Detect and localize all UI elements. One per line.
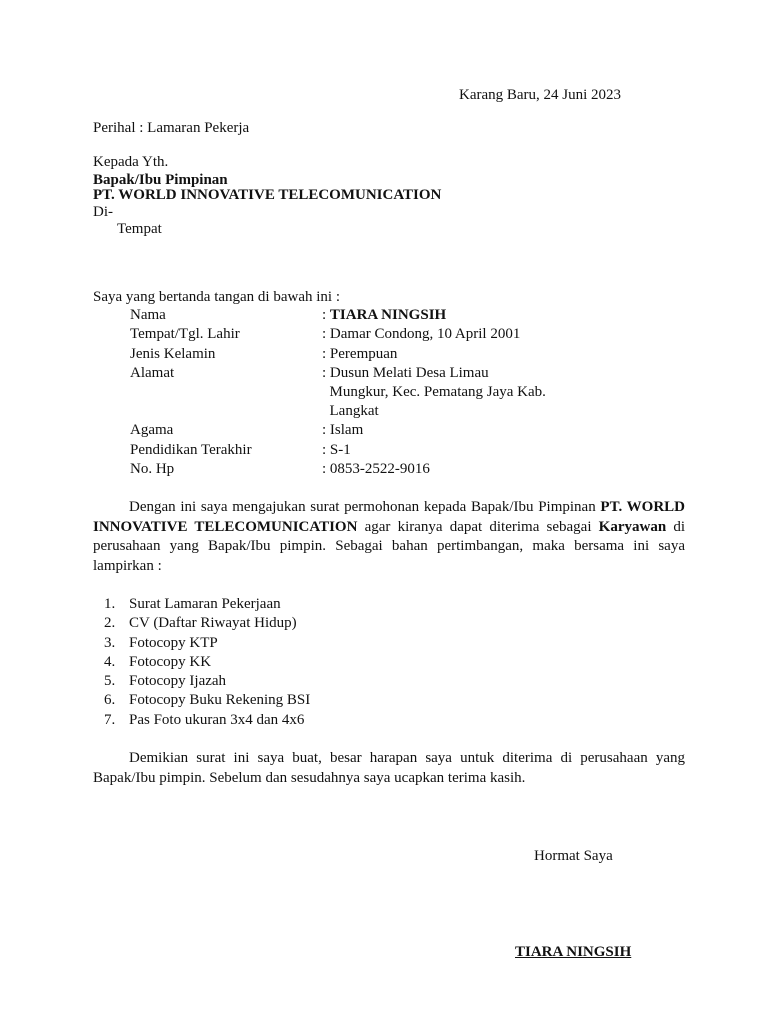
info-value: : TIARA NINGSIH xyxy=(322,307,447,323)
body-position: Karyawan xyxy=(598,518,667,535)
place-date: Karang Baru, 24 Juni 2023 xyxy=(459,87,622,103)
regards-text: Hormat Saya xyxy=(534,848,613,864)
subject-line: Perihal : Lamaran Pekerja xyxy=(93,120,250,136)
recipient-company: PT. WORLD INNOVATIVE TELECOMUNICATION xyxy=(93,187,442,203)
applicant-name: TIARA NINGSIH xyxy=(329,307,447,323)
recipient-tempat: Tempat xyxy=(117,221,162,237)
info-value: Mungkur, Kec. Pematang Jaya Kab. xyxy=(322,384,546,400)
recipient-title: Bapak/Ibu Pimpinan xyxy=(93,172,228,188)
closing-paragraph: Demikian surat ini saya buat, besar harapan saya untuk diterima di perusahaan yang Bapak/Ibu pimpin. Sebelum dan sesudahnya saya ucapkan terima kasih. xyxy=(93,750,685,786)
info-label: Nama xyxy=(130,307,166,323)
list-item xyxy=(104,634,218,653)
recipient-di: Di- xyxy=(93,204,113,220)
list-text: Fotocopy KK xyxy=(129,654,212,670)
info-label: Pendidikan Terakhir xyxy=(130,442,252,458)
info-label: Tempat/Tgl. Lahir xyxy=(130,326,240,342)
body-text: agar kiranya dapat diterima sebagai xyxy=(357,518,599,535)
info-value: : S-1 xyxy=(322,442,351,458)
list-item xyxy=(104,653,211,672)
list-text: Fotocopy KTP xyxy=(129,635,218,651)
intro-text: Saya yang bertanda tangan di bawah ini : xyxy=(93,289,341,305)
info-value: : 0853-2522-9016 xyxy=(322,461,430,477)
body-text: Dengan ini saya mengajukan surat permohonan kepada Bapak/Ibu Pimpinan xyxy=(129,499,601,515)
list-number: 6. xyxy=(104,692,116,708)
list-number: 5. xyxy=(104,673,116,689)
list-number: 1. xyxy=(104,596,116,612)
info-label: Jenis Kelamin xyxy=(130,346,216,362)
list-number: 3. xyxy=(104,635,116,651)
body-paragraph xyxy=(93,498,685,576)
info-value: : Dusun Melati Desa Limau xyxy=(322,365,489,381)
list-item xyxy=(104,711,304,730)
list-text: Surat Lamaran Pekerjaan xyxy=(129,596,281,612)
list-number: 2. xyxy=(104,615,116,631)
info-label: No. Hp xyxy=(130,461,175,477)
body-company: PT. WORLD INNOVATIVE TELECOMUNICATION xyxy=(93,499,686,535)
list-item xyxy=(104,595,281,614)
list-item xyxy=(104,691,310,710)
list-text: Fotocopy Ijazah xyxy=(129,673,227,689)
list-item xyxy=(104,614,297,633)
list-item xyxy=(104,672,226,691)
list-number: 4. xyxy=(104,654,116,670)
info-value: : Islam xyxy=(322,422,364,438)
info-value: : Perempuan xyxy=(322,346,398,362)
info-label: Alamat xyxy=(130,365,175,381)
signature-name: TIARA NINGSIH xyxy=(515,944,632,960)
list-number: 7. xyxy=(104,712,116,728)
body-text: di perusahaan yang Bapak/Ibu pimpin. Sebagai bahan pertimbangan, maka bersama ini saya lampirkan : xyxy=(93,518,685,574)
list-text: Fotocopy Buku Rekening BSI xyxy=(129,692,311,708)
list-text: Pas Foto ukuran 3x4 dan 4x6 xyxy=(129,712,305,728)
info-label: Agama xyxy=(130,422,174,438)
info-value: Langkat xyxy=(322,403,379,419)
recipient-to: Kepada Yth. xyxy=(93,154,169,170)
list-text: CV (Daftar Riwayat Hidup) xyxy=(129,615,297,631)
info-value: : Damar Condong, 10 April 2001 xyxy=(322,326,521,342)
